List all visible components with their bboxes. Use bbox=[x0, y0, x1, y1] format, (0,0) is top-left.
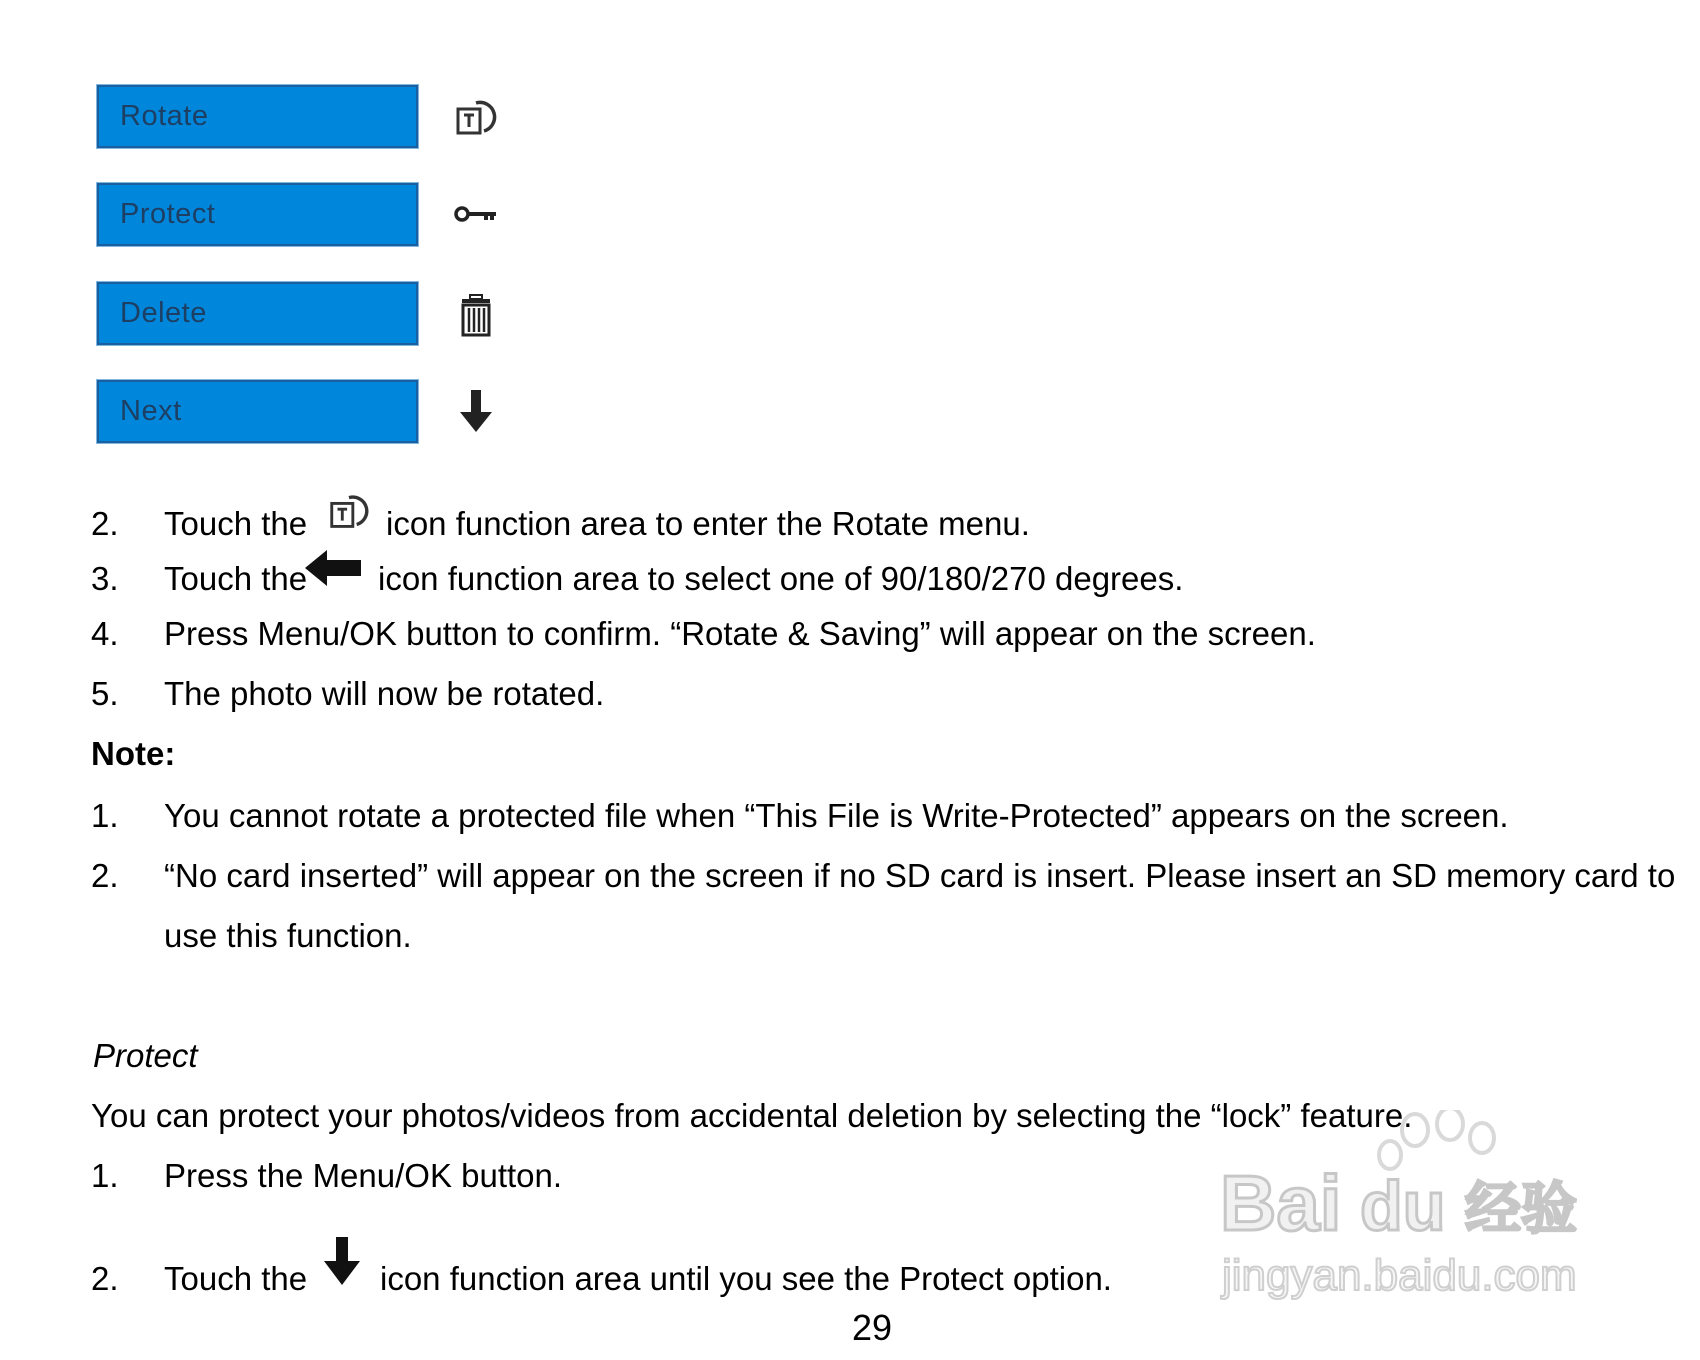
menu-button-next: Next bbox=[97, 380, 418, 443]
svg-text:jingyan.baidu.com: jingyan.baidu.com bbox=[1222, 1251, 1577, 1300]
svg-text:经验: 经验 bbox=[1465, 1177, 1577, 1242]
step-number: 1. bbox=[91, 1157, 119, 1194]
rotate-icon bbox=[452, 95, 500, 143]
rotate-icon bbox=[326, 490, 372, 536]
note-number: 2. bbox=[91, 857, 119, 894]
step-number: 5. bbox=[91, 675, 119, 712]
page-number: 29 bbox=[852, 1307, 893, 1348]
arrow-down-icon bbox=[320, 1235, 364, 1287]
step-text: The photo will now be rotated. bbox=[164, 675, 605, 712]
note-number: 1. bbox=[91, 797, 119, 834]
step-text-after: icon function area until you see the Protect option. bbox=[380, 1260, 1112, 1297]
step-text: Press the Menu/OK button. bbox=[164, 1157, 563, 1194]
arrow-left-icon bbox=[305, 548, 363, 588]
menu-button-delete: Delete bbox=[97, 282, 418, 345]
step-text: Press Menu/OK button to confirm. “Rotate & Saving” will appear on the screen. bbox=[164, 615, 1316, 652]
step-text-before: Touch the bbox=[164, 1260, 308, 1297]
key-icon bbox=[452, 190, 500, 238]
note-text: You cannot rotate a protected file when “This File is Write-Protected” appears on the screen. bbox=[164, 797, 1509, 834]
section-title: Protect bbox=[93, 1037, 198, 1074]
svg-text:du: du bbox=[1360, 1167, 1446, 1245]
svg-text:Bai: Bai bbox=[1220, 1159, 1342, 1247]
step-number: 4. bbox=[91, 615, 119, 652]
trash-icon bbox=[452, 292, 500, 340]
note-text-continuation: use this function. bbox=[164, 917, 412, 954]
step-text-after: icon function area to select one of 90/180/270 degrees. bbox=[378, 560, 1184, 597]
step-text-before: Touch the bbox=[164, 560, 308, 597]
step-number: 3. bbox=[91, 560, 119, 597]
step-text-before: Touch the bbox=[164, 505, 308, 542]
note-label: Note: bbox=[91, 735, 176, 772]
step-text-after: icon function area to enter the Rotate menu. bbox=[386, 505, 1030, 542]
arrow-down-icon bbox=[452, 388, 500, 436]
menu-button-rotate: Rotate bbox=[97, 85, 418, 148]
note-text: “No card inserted” will appear on the screen if no SD card is insert. Please insert an SD memory card to bbox=[164, 857, 1676, 894]
step-number: 2. bbox=[91, 1260, 119, 1297]
menu-button-protect: Protect bbox=[97, 183, 418, 246]
baidu-watermark bbox=[1210, 1110, 1630, 1310]
section-intro: You can protect your photos/videos from accidental deletion by selecting the “lock” feature. bbox=[91, 1097, 1413, 1134]
step-number: 2. bbox=[91, 505, 119, 542]
